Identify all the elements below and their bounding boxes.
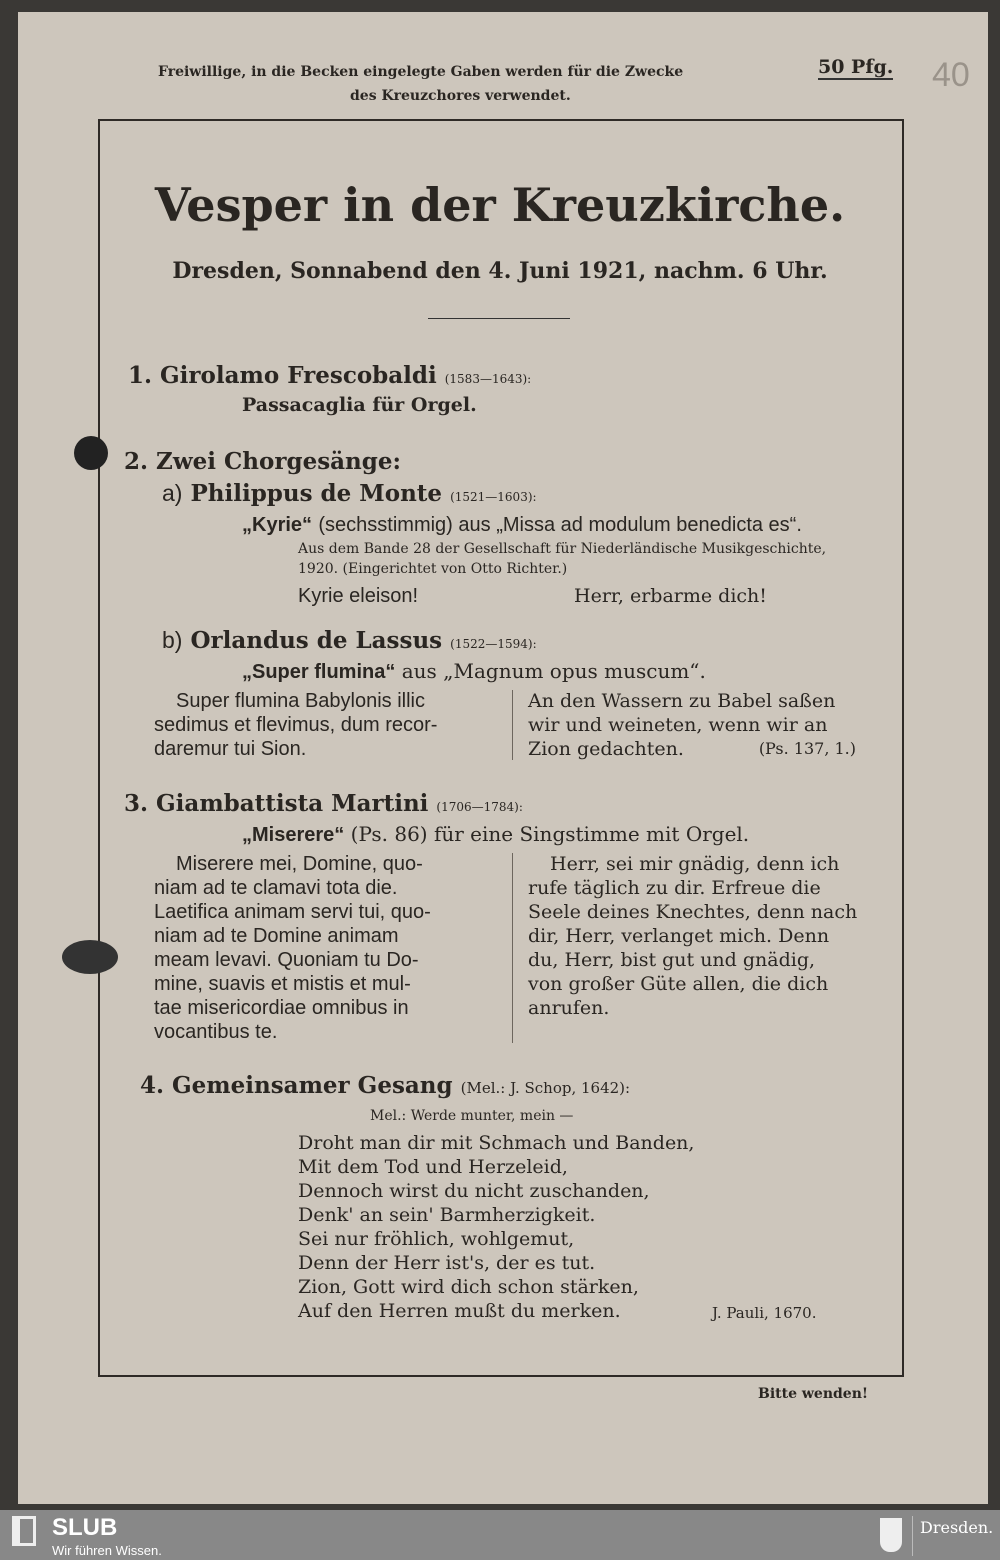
page-title: Vesper in der Kreuzkirche. — [154, 178, 846, 232]
hymn-author: J. Pauli, 1670. — [712, 1304, 817, 1322]
punch-hole — [74, 436, 108, 470]
item-2b-latin — [154, 689, 504, 761]
verse-line: Denn der Herr ist's, der es tut. — [298, 1252, 596, 1274]
text-line: Seele deines Knechtes, denn nach — [528, 901, 858, 923]
item-2a-note-2: 1920. (Eingerichtet von Otto Richter.) — [298, 561, 568, 577]
item-3-work: „Miserere“ (Ps. 86) für eine Singstimme mit Orgel. — [242, 822, 750, 846]
text-line: dir, Herr, verlanget mich. Denn — [528, 925, 830, 947]
verse-line: Mit dem Tod und Herzeleid, — [298, 1156, 568, 1178]
item-1: 1. Girolamo Frescobaldi (1583—1643): — [128, 362, 532, 389]
melody-line: Mel.: Werde munter, mein — — [370, 1108, 574, 1124]
text-line: du, Herr, bist gut und gnädig, — [528, 949, 816, 971]
dresden-logo[interactable]: Dresden. — [920, 1518, 994, 1537]
text-line: rufe täglich zu dir. Erfreue die — [528, 877, 821, 899]
verse-line: Dennoch wirst du nicht zuschanden, — [298, 1180, 650, 1202]
item-3: 3. Giambattista Martini (1706—1784): — [124, 790, 523, 817]
text-line: Super flumina Babylonis illic — [176, 690, 426, 712]
item-4: 4. Gemeinsamer Gesang (Mel.: J. Schop, 1642): — [140, 1072, 631, 1099]
item-3-german — [528, 852, 878, 1020]
item-2-heading: 2. Zwei Chorgesänge: — [124, 448, 401, 475]
item-2a: a) Philippus de Monte (1521—1603): — [162, 480, 537, 507]
verse-line: Zion, Gott wird dich schon stärken, — [298, 1276, 639, 1298]
text-line: Miserere mei, Domine, quo- — [176, 853, 423, 875]
subtitle: Dresden, Sonnabend den 4. Juni 1921, nachm. 6 Uhr. — [172, 258, 828, 284]
text-line: daremur tui Sion. — [154, 738, 307, 760]
text-line: An den Wassern zu Babel saßen — [528, 690, 836, 712]
item-2a-german: Herr, erbarme dich! — [574, 585, 767, 607]
item-3-latin — [154, 852, 500, 1044]
price: 50 Pfg. — [818, 56, 894, 78]
item-2b-german — [528, 689, 878, 761]
text-line: Zion gedachten. (Ps. 137, 1.) — [528, 738, 856, 760]
slub-logo-icon — [12, 1516, 36, 1546]
text-line: tae misericordiae omnibus in — [154, 997, 409, 1019]
dresden-coat-of-arms-icon — [880, 1518, 902, 1552]
item-2a-work: „Kyrie“ (sechsstimmig) aus „Missa ad modulum benedicta es“. — [242, 514, 802, 536]
donation-notice-2: des Kreuzchores verwendet. — [350, 88, 571, 104]
item-1-work: Passacaglia für Orgel. — [242, 394, 477, 416]
text-line: niam ad te Domine animam — [154, 925, 399, 947]
handwritten-number: 40 — [932, 56, 970, 94]
slub-logo[interactable]: SLUB — [52, 1514, 118, 1541]
punch-hole — [62, 940, 118, 974]
item-2a-latin: Kyrie eleison! — [298, 585, 419, 607]
verse-line: Denk' an sein' Barmherzigkeit. — [298, 1204, 596, 1226]
text-line: von großer Güte allen, die dich — [528, 973, 829, 995]
text-line: niam ad te clamavi tota die. — [154, 877, 398, 899]
item-2b: b) Orlandus de Lassus (1522—1594): — [162, 627, 537, 654]
verse-line: Sei nur fröhlich, wohlgemut, — [298, 1228, 575, 1250]
slub-tagline: Wir führen Wissen. — [52, 1543, 162, 1558]
text-line: wir und weineten, wenn wir an — [528, 714, 828, 736]
item-2a-note: Aus dem Bande 28 der Gesellschaft für Niederländische Musikgeschichte, — [298, 541, 827, 557]
footer-bar — [0, 1510, 1000, 1560]
text-line: Herr, sei mir gnädig, denn ich — [550, 853, 840, 875]
text-line: Laetifica animam servi tui, quo- — [154, 901, 431, 923]
text-line: sedimus et flevimus, dum recor- — [154, 714, 438, 736]
text-line: mine, suavis et mistis et mul- — [154, 973, 411, 995]
text-line: meam levavi. Quoniam tu Do- — [154, 949, 419, 971]
item-2b-work: „Super flumina“ aus „Magnum opus muscum“. — [242, 659, 706, 683]
verse-line: Auf den Herren mußt du merken. — [298, 1300, 621, 1322]
column-divider — [512, 853, 513, 1043]
column-divider — [512, 690, 513, 760]
ornament-divider — [428, 318, 570, 319]
hymn-verse — [298, 1131, 778, 1323]
footer-divider — [912, 1516, 913, 1556]
turn-over-note: Bitte wenden! — [758, 1386, 869, 1402]
text-line: vocantibus te. — [154, 1021, 278, 1043]
text-line: anrufen. — [528, 997, 610, 1019]
donation-notice: Freiwillige, in die Becken eingelegte Gaben werden für die Zwecke — [158, 64, 684, 80]
verse-line: Droht man dir mit Schmach und Banden, — [298, 1132, 695, 1154]
